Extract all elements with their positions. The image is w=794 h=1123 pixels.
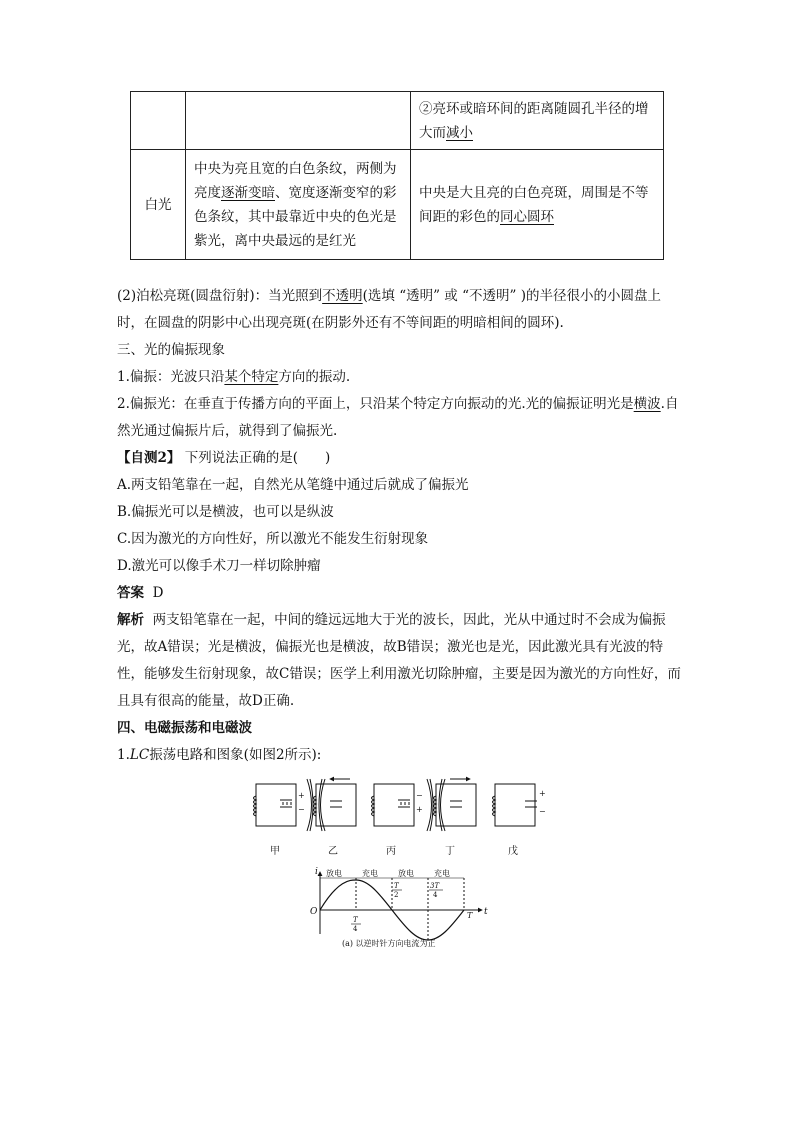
circuit-jia: [254, 784, 297, 826]
magnetic-field-line: [307, 779, 312, 831]
table-cell-right: [411, 150, 664, 260]
circuit-yi: [307, 779, 356, 831]
current-time-graph: [320, 872, 482, 940]
circuit-label-wu: 戊: [508, 846, 518, 857]
poisson-text-b: (选填 “透明” 或 “不透明” )的半径很小的小圆盘上时，在圆盘的阴影中心出现亮斑(在阴影外还有不等间距的明暗相间的圆环).: [117, 288, 661, 331]
tick-3t-quarter-num: 3T: [430, 882, 440, 890]
axis-t-label: t: [484, 907, 488, 917]
pol2-text-b: .自然光通过偏振片后，就得到了偏振光.: [117, 396, 679, 439]
quiz-option-b: B.偏振光可以是横波，也可以是纵波: [117, 504, 334, 520]
circular-hole-text: 中央是大且亮的白色亮斑，周围是不等间距的彩色的: [419, 184, 649, 225]
quiz-tag: 【自测2】: [117, 450, 181, 466]
white-light-label: 白光: [131, 150, 186, 260]
magnetic-field-line: [321, 779, 326, 831]
plus-sign: +: [416, 805, 423, 814]
circuit-label-ding: 丁: [445, 846, 455, 857]
magnetic-field-line: [427, 779, 432, 831]
tick-3t-quarter-den: 4: [433, 891, 438, 899]
origin-label: O: [310, 907, 318, 917]
single-slit-text-a: 中央为亮且宽的白色条纹，两侧为亮度: [194, 160, 397, 201]
answer-concentric-rings: 同心圆环: [500, 208, 554, 225]
answer-gradually-darker: 逐渐变暗: [221, 184, 275, 201]
magnetic-field-line: [441, 779, 446, 831]
lc-oscillation-figure: [250, 774, 560, 954]
graph-caption: (a) 以逆时针方向电流为正: [342, 939, 436, 948]
circuit-label-jia: 甲: [270, 846, 280, 857]
poisson-spot-paragraph: [117, 283, 683, 337]
pol1-text-b: 方向的振动.: [278, 369, 351, 385]
answer-decrease: 减小: [446, 124, 473, 141]
section-3-heading: 三、光的偏振现象: [117, 342, 225, 358]
lc-text-b: 振荡电路和图象(如图2所示):: [149, 747, 322, 763]
pol1-text-a: 1.偏振：光波只沿: [117, 369, 225, 385]
analysis-text: 两支铅笔靠在一起，中间的缝远远地大于光的波长，因此，光从中通过时不会成为偏振光，故A错误；光是横波，偏振光也是横波，故B错误；激光也是光，因此激光具有光波的特性，能够发生衍射现象，故C错误；医学上利用激光切除肿瘤，主要是因为激光的方向性好，而且具有很高的能量，故D正确.: [117, 612, 681, 709]
quiz-question-text: 下列说法正确的是( ): [184, 450, 331, 466]
minus-sign: −: [539, 807, 546, 816]
phase-label: 放电: [326, 869, 342, 878]
quiz-answer: [117, 580, 683, 607]
pol2-text-a: 2.偏振光：在垂直于传播方向的平面上，只沿某个特定方向振动的光.光的偏振证明光是: [117, 396, 634, 412]
table-cell-right: [411, 92, 664, 150]
tick-t-half-den: 2: [394, 891, 399, 899]
circuit-label-yi: 乙: [328, 846, 338, 857]
table-row: [131, 150, 664, 260]
circuit-label-bing: 丙: [386, 846, 396, 857]
phase-label: 放电: [398, 869, 414, 878]
table-row: [131, 92, 664, 150]
table-cell-left: [186, 92, 411, 150]
circuit-bing: [372, 784, 415, 826]
diffraction-comparison-table: [130, 91, 664, 260]
answer-value: D: [152, 585, 164, 601]
phase-label: 充电: [362, 869, 378, 878]
plus-sign: +: [539, 789, 546, 798]
answer-specific: 某个特定: [224, 369, 279, 385]
polarized-light-definition: [117, 391, 683, 445]
quiz-option-d: D.激光可以像手术刀一样切除肿瘤: [117, 558, 321, 574]
circuit-wu: [493, 784, 538, 826]
lc-italic: LC: [129, 747, 150, 763]
answer-opaque: 不透明: [322, 288, 363, 304]
minus-sign: −: [416, 791, 423, 800]
minus-sign: −: [298, 805, 305, 814]
ring-spacing-text: ②亮环或暗环间的距离随圆孔半径的增大而: [419, 100, 649, 141]
polarization-definition: [117, 364, 683, 391]
poisson-text-a: (2)泊松亮斑(圆盘衍射)：当光照到: [117, 288, 323, 304]
circuit-ding: [427, 779, 476, 831]
table-cell-label: [131, 92, 186, 150]
tick-t-half-num: T: [394, 882, 399, 890]
quiz-option-c: C.因为激光的方向性好，所以激光不能发生衍射现象: [117, 531, 429, 547]
table-cell-left: [186, 150, 411, 260]
quiz-option-a: A.两支铅笔靠在一起，自然光从笔缝中通过后就成了偏振光: [117, 477, 469, 493]
quiz-question: [117, 445, 683, 472]
quiz-analysis: [117, 607, 683, 715]
lc-text-a: 1.: [117, 747, 130, 763]
single-slit-text-b: 、宽度逐渐变窄的彩色条纹，其中最靠近中央的色光是紫光，离中央最远的是红光: [194, 184, 397, 249]
tick-t-quarter-num: T: [353, 916, 358, 924]
answer-transverse: 横波: [633, 396, 661, 412]
phase-label: 充电: [434, 869, 450, 878]
axis-i-label: i: [315, 867, 318, 877]
answer-label: 答案: [117, 585, 144, 601]
analysis-label: 解析: [117, 612, 144, 628]
plus-sign: +: [298, 791, 305, 800]
lc-circuit-intro: [117, 742, 683, 769]
tick-t-full: T: [467, 911, 473, 920]
section-4-heading: 四、电磁振荡和电磁波: [117, 720, 252, 736]
tick-t-quarter-den: 4: [353, 925, 358, 933]
